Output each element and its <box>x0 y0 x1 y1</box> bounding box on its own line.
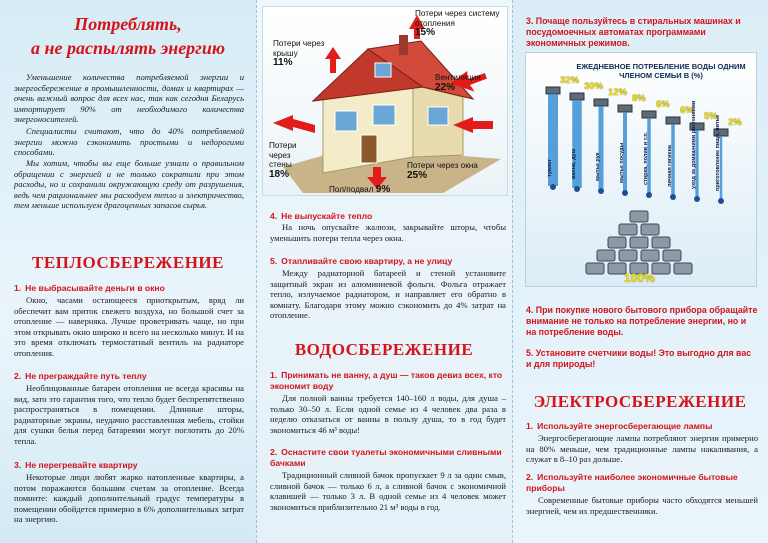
total-label: 100% <box>624 271 655 285</box>
tip-heading <box>14 371 244 382</box>
category-label: стирка, полив и т.п. <box>643 131 649 185</box>
splash-mark <box>550 184 556 190</box>
tip-title: Принимать не ванну, а душ — таков девиз всех, кто экономит воду <box>270 370 503 391</box>
tip-title: Отапливайте свою квартиру, а не улицу <box>281 256 453 266</box>
tip-number: 4. <box>270 211 278 221</box>
splash-mark <box>670 194 676 200</box>
bucket-icon <box>586 263 604 274</box>
loss-roof-label <box>273 39 333 68</box>
tip-number: 1. <box>270 370 278 380</box>
tip-heading <box>526 305 758 337</box>
tip-number: 5. <box>270 256 278 266</box>
tip-heading <box>270 447 506 468</box>
loss-heating-label <box>415 9 501 38</box>
tip-text: Современные бытовые приборы часто обходятся меньшей энергией, чем их предшественники. <box>526 495 758 516</box>
bucket-icon <box>630 237 648 248</box>
tip-number: 2. <box>270 447 278 457</box>
tip-heading <box>270 370 506 391</box>
category-label: мытье посуды <box>619 142 625 183</box>
bucket-icon <box>619 250 637 261</box>
loss-floor-label <box>329 185 419 195</box>
bucket-icon <box>652 237 670 248</box>
tip-heading <box>526 472 758 493</box>
tip-title: Установите счетчики воды! Это выгодно для вас и для природы! <box>526 348 752 369</box>
bucket-icon <box>630 211 648 222</box>
page-title-line1: Потреблять, <box>74 14 182 34</box>
loss-percent: 22% <box>435 81 456 93</box>
category-label: приготовление пищи, питье <box>715 114 721 191</box>
tip-number: 1. <box>526 421 534 431</box>
fold-line <box>512 0 513 543</box>
splash-mark <box>598 188 604 194</box>
tip-title: Оснастите свои туалеты экономичными сливными бачками <box>270 447 502 468</box>
tip-text: Необлицованные батареи отопления не всегда красивы на вид, зато это гарантия того, что тепло будет беспрепятственно распространяться в помещении. Длинные шторы, радиаторные экраны, неудачно расставленная мебель, стойки для сушки белья перед батареями могут поглотить до 20% тепла. <box>14 383 244 446</box>
category-label: личная гигиена <box>667 145 673 187</box>
faucet-icon <box>642 111 656 118</box>
tip-text: Энергосберегающие лампы потребляют энергии примерно на 80% меньше, чем традиционные лампы накаливания, а служат в 8–10 раз дольше. <box>526 433 758 465</box>
faucet-icon <box>666 117 680 124</box>
tip-number: 3. <box>526 16 534 26</box>
tip-heading <box>526 348 758 370</box>
tip-heading <box>14 460 244 471</box>
data-label: 12% <box>608 87 628 98</box>
tip-title: Почаще пользуйтесь в стиральных машинах и посудомоечных автоматах программами экономичных режимов. <box>526 16 741 48</box>
loss-label-text: Потери через окна <box>407 161 478 170</box>
tip-number: 4. <box>526 305 534 315</box>
loss-percent: 15% <box>415 27 436 38</box>
category-label: уход за домашними растениями <box>691 100 697 189</box>
tip-text: Окно, часами остающееся приоткрытым, вряд ли обеспечит вам приток свежего воздуха, но большой счет за отопление — наверняка. Лучше проветривать чаще, но при этом открывать окно широко и всего на несколько минут. И на это время отключать термостатный вентиль на радиаторе отопления. <box>14 295 244 358</box>
chart-graphic <box>526 53 756 286</box>
tip-title: Не выбрасывайте деньги в окно <box>25 283 165 293</box>
fold-line <box>256 0 257 543</box>
data-label: 8% <box>632 93 646 104</box>
tip-title: Не перегревайте квартиру <box>25 460 138 470</box>
tip-heading <box>526 16 758 48</box>
loss-percent: 18% <box>269 168 290 180</box>
data-label: 2% <box>728 117 742 128</box>
tip-number: 2. <box>526 472 534 482</box>
intro-paragraph-2: Специалисты считают, что до 40% потребляемой энергии можно сэкономить простыми и недорогими способами. <box>14 126 244 158</box>
data-label: 6% <box>656 99 670 110</box>
tip-heading <box>14 283 244 294</box>
tip-text: Для полной ванны требуется 140–160 л воды, для душа – только 30–50 л. Если одной семье из 4 человек два раза в неделю отказаться от ванны в пользу душа, то в год будет экономиться 46 м³ воды! <box>270 393 506 435</box>
faucet-icon <box>570 93 584 100</box>
tip-number: 5. <box>526 348 534 358</box>
loss-label-text: Вентиляция <box>435 73 481 82</box>
intro-paragraph-1: Уменьшение количества потребляемой энергии и энергосбережение в промышленности, домах и квартирах — очень важный вопрос для всех нас, так как сегодня Беларусь импортирует 90% от необходимого количества энергоносителей. <box>14 72 244 125</box>
data-label: 32% <box>560 75 580 86</box>
bucket-icon <box>619 224 637 235</box>
tip-title: При покупке нового бытового прибора обращайте внимание не только на потребление энергии, но и на потребление воды. <box>526 305 758 337</box>
loss-label-text: Потери через систему отопления <box>415 9 500 28</box>
page-title-line2: а не распылять энергию <box>31 38 225 58</box>
loss-walls-label <box>269 141 309 179</box>
data-label: 5% <box>704 111 718 122</box>
loss-vent-label <box>435 73 499 92</box>
loss-percent: 9% <box>375 184 391 195</box>
chart-title: ЕЖЕДНЕВНОЕ ПОТРЕБЛЕНИЕ ВОДЫ ОДНИМ ЧЛЕНОМ СЕМЬИ В (%) <box>576 62 746 80</box>
bucket-icon <box>663 250 681 261</box>
splash-mark <box>646 192 652 198</box>
tip-heading <box>270 211 506 222</box>
bucket-icon <box>641 250 659 261</box>
section-heading-heat: ТЕПЛОСБЕРЕЖЕНИЕ <box>31 253 224 272</box>
bucket-icon <box>641 224 659 235</box>
loss-percent: 25% <box>407 169 428 181</box>
section-heading-electricity: ЭЛЕКТРОСБЕРЕЖЕНИЕ <box>533 392 747 411</box>
loss-label-text: Потери через стены <box>269 141 297 169</box>
bucket-icon <box>608 237 626 248</box>
tip-title: Используйте энергосберегающие лампы <box>537 421 713 431</box>
loss-label-text: Потери через крышу <box>273 39 325 58</box>
tip-title: Не преграждайте путь теплу <box>25 371 147 381</box>
category-label: туалет <box>547 159 553 177</box>
water-consumption-chart <box>525 52 757 287</box>
data-label: 6% <box>680 105 694 116</box>
splash-mark <box>718 198 724 204</box>
faucet-icon <box>546 87 560 94</box>
tip-number: 1. <box>14 283 22 293</box>
category-label: мытье рук <box>595 152 601 181</box>
tip-heading <box>526 421 758 432</box>
tip-text: Некоторые люди любят жарко натопленные квартиры, а потом поражаются большим счетам за отопление. Всегда помните: каждый дополнительный градус температуры в помещении обойдется примерно в 6% дополнительных затрат на энергию. <box>14 472 244 525</box>
tip-number: 2. <box>14 371 22 381</box>
tip-heading <box>270 256 506 267</box>
faucet-icon <box>618 105 632 112</box>
data-label: 30% <box>584 81 604 92</box>
house-heat-loss-illustration <box>262 6 508 196</box>
loss-percent: 11% <box>273 57 293 68</box>
splash-mark <box>574 186 580 192</box>
tip-number: 3. <box>14 460 22 470</box>
tip-text: На ночь опускайте жалюзи, закрывайте шторы, чтобы уменьшить потери тепла через окна. <box>270 222 506 243</box>
category-label: ванна, душ <box>571 148 577 179</box>
tip-text: Традиционный сливной бачок пропускает 9 л за один смыв, сливной бачок — только 6 л, а сливной бачок с экономичной клавишей — только 3 л. В одной семье из 4 человек может экономиться приблизительно 21 м³ воды в год. <box>270 470 506 512</box>
intro-paragraph-3: Мы хотим, чтобы вы еще больше узнали о правильном обращении с энергией и не только сократили при этом расходы, но и сохранили окружающую среду от разрушения, ведь чем рациональнее мы расходуем тепло и электричество, тем меньше используем драгоценных запасов сырья. <box>14 158 244 211</box>
loss-windows-label <box>407 161 503 180</box>
loss-label-text: Пол/подвал <box>329 185 374 194</box>
faucet-icon <box>594 99 608 106</box>
tip-text: Между радиаторной батареей и стеной установите защитный экран из алюминиевой фольги. Фольга отражает тепло, излучаемое радиатором, и направляет его обратно в комнату. Благодаря этому можно сэкономить до 4% затрат на отопление. <box>270 268 506 321</box>
tip-title: Используйте наиболее экономичные бытовые приборы <box>526 472 738 493</box>
bucket-icon <box>674 263 692 274</box>
splash-mark <box>694 196 700 202</box>
bucket-icon <box>597 250 615 261</box>
tip-title: Не выпускайте тепло <box>281 211 373 221</box>
splash-mark <box>622 190 628 196</box>
section-heading-water: ВОДОСБЕРЕЖЕНИЕ <box>294 340 474 359</box>
